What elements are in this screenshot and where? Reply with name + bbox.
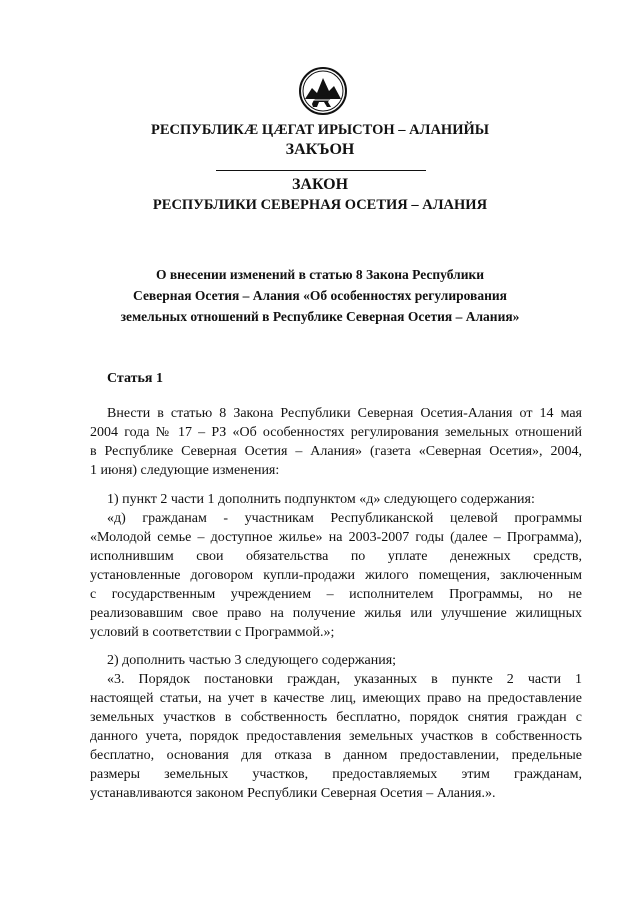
text-line: 2004 года № 17 – РЗ «Об особенностях регулирования земельных отношений <box>90 425 582 440</box>
text-line: «д) гражданам - участникам Республиканской целевой программы <box>107 511 582 526</box>
title-line: О внесении изменений в статью 8 Закона Республики <box>155 267 485 282</box>
text-line: Внести в статью 8 Закона Республики Северная Осетия-Алания от 14 мая <box>107 406 582 421</box>
document-title <box>70 264 570 327</box>
header-divider <box>216 170 426 171</box>
text-line: земельных участков в собственность бесплатно, порядок снятия граждан с <box>90 710 582 725</box>
text-line: в Республике Северная Осетия – Алания» (газета «Северная Осетия», 2004, <box>90 444 582 459</box>
text-line: устанавливаются законом Республики Северная Осетия – Алания.». <box>90 786 496 801</box>
text-line: бесплатно, основания для отказа в данном предоставлении, предельные <box>90 748 582 763</box>
ossetian-republic-heading: РЕСПУБЛИКӔ ЦӔГАТ ИРЫСТОН – АЛАНИЙЫ <box>151 122 489 138</box>
republic-heading: РЕСПУБЛИКИ СЕВЕРНАЯ ОСЕТИЯ – АЛАНИЯ <box>152 197 488 213</box>
law-heading: ЗАКОН <box>291 176 349 193</box>
intro-paragraph <box>90 404 582 480</box>
text-line: 1) пункт 2 части 1 дополнить подпунктом «д» следующего содержания: <box>107 492 535 507</box>
text-line: исполнившим свои обязательства по уплате денежных средств, <box>90 549 582 564</box>
text-line: настоящей статьи, на учет в качестве лиц, имеющих право на предоставление <box>90 691 582 706</box>
text-line: установленные договором купли-продажи жилого помещения, заключенным <box>90 568 582 583</box>
item-1-paragraph <box>90 490 582 642</box>
article-heading: Статья 1 <box>107 371 163 386</box>
text-line: 1 июня) следующие изменения: <box>90 463 280 478</box>
coat-of-arms-icon <box>298 66 348 116</box>
item-2-paragraph <box>90 651 582 803</box>
text-line: реализовавшим свое право на получение жилья или улучшение жилищных <box>90 606 582 621</box>
title-line: Северная Осетия – Алания «Об особенностях регулирования <box>133 288 507 303</box>
text-line: «Молодой семье – доступное жилье» на 2003-2007 годы (далее – Программа), <box>90 530 582 545</box>
ossetian-law-heading: ЗАКЪОН <box>285 141 355 158</box>
text-line: размеры земельных участков, предоставляемых этим гражданам, <box>90 767 582 782</box>
title-line: земельных отношений в Республике Северная Осетия – Алания» <box>120 309 520 324</box>
text-line: с государственным учреждением – исполнителем Программы, но не <box>90 587 582 602</box>
text-line: данного учета, порядок предоставления земельных участков в собственность <box>90 729 582 744</box>
text-line: 2) дополнить частью 3 следующего содержания; <box>107 653 397 668</box>
text-line: «3. Порядок постановки граждан, указанных в пункте 2 части 1 <box>107 672 582 687</box>
text-line: условий в соответствии с Программой.»; <box>90 625 335 640</box>
